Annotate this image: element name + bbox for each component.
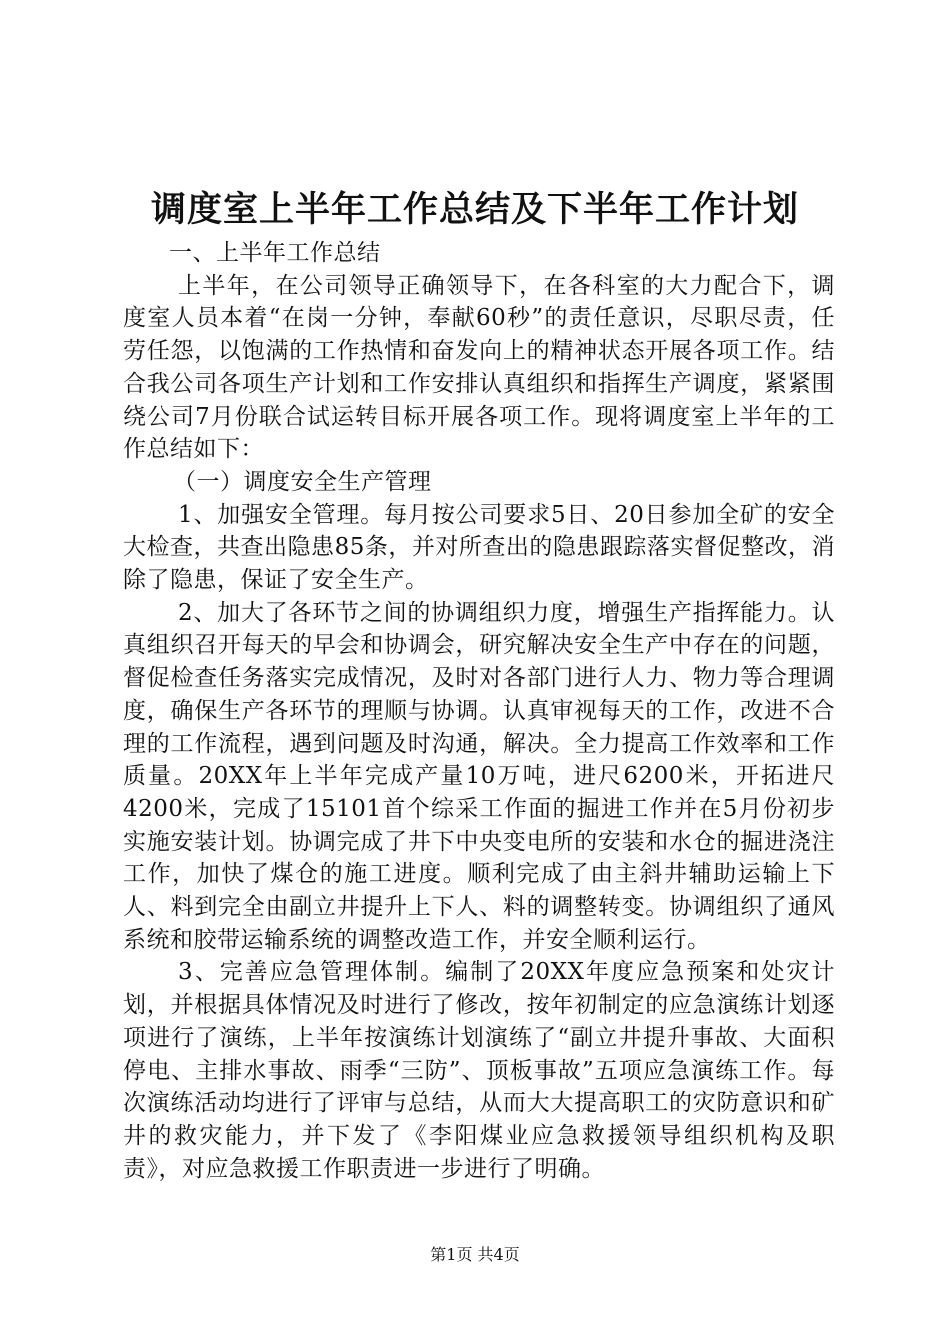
document-body bbox=[123, 237, 835, 1185]
subsection-heading: （一）调度安全生产管理 bbox=[173, 468, 432, 495]
item-paragraph-2: 2、加大了各环节之间的协调组织力度，增强生产指挥能力。认真组织召开每天的早会和协调会，研究解决安全生产中存在的问题，督促检查任务落实完成情况，及时对各部门进行人力、物力等合理调度，确保生产各环节的理顺与协调。认真审视每天的工作，改进不合理的工作流程，遇到问题及时沟通，解决。全力提高工作效率和工作质量。20XX年上半年完成产量10万吨，进尺6200米，开拓进尺4200米，完成了15101首个综采工作面的掘进工作并在5月份初步实施安装计划。协调完成了井下中央变电所的安装和水仓的掘进浇注工作，加快了煤仓的施工进度。顺利完成了由主斜井辅助运输上下人、料到完全由副立井提升上下人、料的调整转变。协调组织了通风系统和胶带运输系统的调整改造工作，并安全顺利运行。 bbox=[123, 599, 835, 953]
intro-paragraph: 上半年，在公司领导正确领导下，在各科室的大力配合下，调度室人员本着“在岗一分钟，奉献60秒”的责任意识，尽职尽责，任劳任怨，以饱满的工作热情和奋发向上的精神状态开展各项工作。结合我公司各项生产计划和工作安排认真组织和指挥生产调度，紧紧围绕公司7月份联合试运转目标开展各项工作。现将调度室上半年的工作总结如下： bbox=[123, 272, 835, 463]
document-title: 调度室上半年工作总结及下半年工作计划 bbox=[150, 189, 799, 230]
item-paragraph-1: 1、加强安全管理。每月按公司要求5日、20日参加全矿的安全大检查，共查出隐患85条，并对所查出的隐患跟踪落实督促整改，消除了隐患，保证了安全生产。 bbox=[123, 501, 835, 594]
page-footer: 第1页 共4页 bbox=[430, 1245, 520, 1264]
section-heading: 一、上半年工作总结 bbox=[169, 240, 381, 266]
item-paragraph-3: 3、完善应急管理体制。编制了20XX年度应急预案和处灾计划，并根据具体情况及时进行了修改，按年初制定的应急演练计划逐项进行了演练，上半年按演练计划演练了“副立井提升事故、大面积停电、主排水事故、雨季“三防”、顶板事故”五项应急演练工作。每次演练活动均进行了评审与总结，从而大大提高职工的灾防意识和矿井的救灾能力，并下发了《李阳煤业应急救援领导组织机构及职责》，对应急救援工作职责进一步进行了明确。 bbox=[123, 959, 835, 1182]
